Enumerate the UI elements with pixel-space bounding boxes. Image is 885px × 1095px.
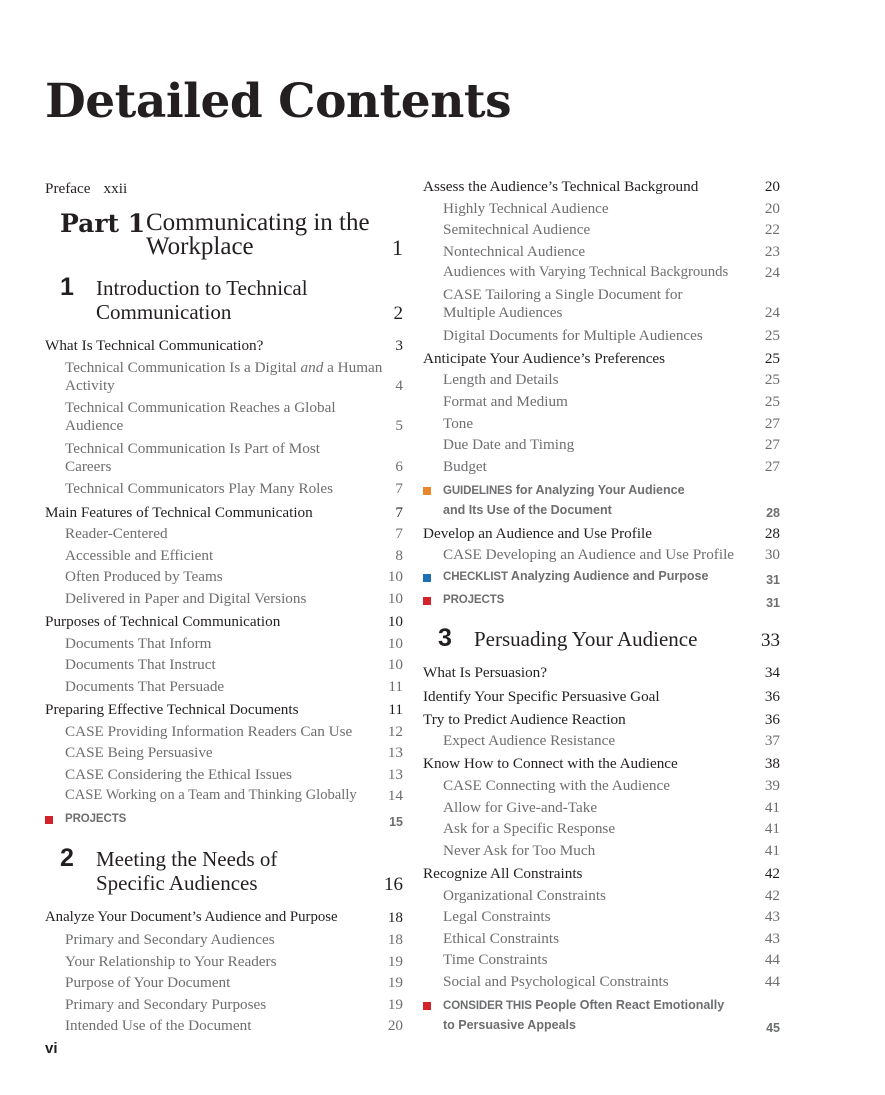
entry-page: 25 <box>764 326 780 344</box>
toc-subentry[interactable] <box>45 723 403 740</box>
entry-title: Recognize All Constraints <box>423 865 583 883</box>
entry-page: 43 <box>764 908 780 926</box>
entry-title: Format and Medium <box>443 392 568 410</box>
guidelines-title-line1: for Analyzing Your Audience <box>512 482 685 497</box>
entry-page: 22 <box>764 221 780 239</box>
toc-subentry[interactable] <box>423 436 780 453</box>
toc-subentry[interactable] <box>45 1017 403 1034</box>
entry-page: 25 <box>764 349 780 367</box>
entry-title: Main Features of Technical Communication <box>45 503 313 521</box>
chapter-title: Persuading Your Audience <box>474 627 698 652</box>
toc-subentry[interactable] <box>423 973 780 990</box>
toc-subentry[interactable] <box>423 243 780 260</box>
entry-title: Analyze Your Document’s Audience and Purpose <box>45 909 338 926</box>
entry-title: CASE Providing Information Readers Can Use <box>65 722 353 740</box>
entry-page: 27 <box>764 414 780 432</box>
preface-page: xxii <box>103 180 128 197</box>
entry-title: Often Produced by Teams <box>65 568 223 586</box>
entry-title: Develop an Audience and Use Profile <box>423 524 653 542</box>
entry-page: 19 <box>387 974 403 992</box>
entry-page: 30 <box>764 546 780 564</box>
chapter-number: 2 <box>60 844 74 873</box>
toc-subentry[interactable] <box>45 787 403 804</box>
entry-title: Primary and Secondary Audiences <box>65 931 275 949</box>
entry-title-part: Technical Communication Is a Digital <box>65 358 301 376</box>
entry-title: Your Relationship to Your Readers <box>65 952 277 970</box>
toc-subentry[interactable] <box>423 951 780 968</box>
entry-page: 37 <box>764 732 780 750</box>
toc-entry[interactable] <box>45 701 403 718</box>
entry-page: 12 <box>387 722 403 740</box>
entry-page: 45 <box>766 1021 780 1035</box>
entry-title: Intended Use of the Document <box>65 1017 252 1035</box>
entry-page: 14 <box>387 787 403 805</box>
entry-title: Documents That Inform <box>65 634 212 652</box>
toc-entry[interactable] <box>423 350 780 367</box>
entry-page: 10 <box>387 634 403 652</box>
part-heading <box>60 211 403 259</box>
contents-column-left <box>45 176 403 1034</box>
entry-title: Identify Your Specific Persuasive Goal <box>423 687 660 705</box>
entry-title: Semitechnical Audience <box>443 221 591 239</box>
entry-page: 38 <box>764 755 780 773</box>
projects-label: PROJECTS <box>443 594 505 607</box>
toc-subentry[interactable] <box>423 458 780 475</box>
toc-subentry[interactable] <box>423 732 780 749</box>
entry-title: CASE Being Persuasive <box>65 744 213 762</box>
entry-title: CASE Developing an Audience and Use Profile <box>443 546 735 564</box>
entry-title: Nontechnical Audience <box>443 242 586 260</box>
entry-page: 27 <box>764 436 780 454</box>
entry-page: 20 <box>764 178 780 195</box>
toc-entry[interactable] <box>45 909 403 926</box>
guidelines-title-line2: and Its Use of the Document <box>443 502 612 517</box>
entry-page: 39 <box>764 777 780 795</box>
entry-page: 4 <box>395 376 403 394</box>
part-number: Part 1 <box>60 209 146 238</box>
guidelines-text <box>443 481 760 520</box>
checklist-entry[interactable] <box>423 567 780 587</box>
entry-title-part: a Human Activity <box>65 358 383 394</box>
entry-page: 10 <box>387 568 403 586</box>
red-square-icon <box>45 816 53 824</box>
entry-title: Due Date and Timing <box>443 436 575 454</box>
entry-page: 31 <box>766 573 780 588</box>
toc-subentry[interactable] <box>45 996 403 1013</box>
entry-page: 20 <box>764 199 780 217</box>
entry-title: Organizational Constraints <box>443 886 606 904</box>
toc-entry[interactable] <box>45 504 403 521</box>
projects-entry[interactable] <box>45 810 403 829</box>
toc-entry[interactable] <box>423 178 780 195</box>
entry-title: Anticipate Your Audience’s Preferences <box>423 349 666 367</box>
entry-title: CASE Tailoring a Single Document for Multiple Audiences <box>443 285 683 321</box>
entry-page: 34 <box>764 664 780 682</box>
entry-page: 7 <box>395 480 403 498</box>
checklist-label: CHECKLIST <box>443 571 508 584</box>
entry-page: 8 <box>395 546 403 564</box>
entry-page: 28 <box>766 505 780 520</box>
entry-page: 41 <box>764 820 780 838</box>
entry-page: 43 <box>764 929 780 947</box>
consider-this-title-line1: People Often React Emotionally <box>531 998 725 1012</box>
entry-title: What Is Persuasion? <box>423 664 547 682</box>
toc-subentry[interactable] <box>45 399 403 435</box>
entry-title: CASE Working on a Team and Thinking Globally <box>65 787 357 804</box>
chapter-number: 1 <box>60 273 74 301</box>
entry-title: Expect Audience Resistance <box>443 732 616 750</box>
toc-subentry[interactable] <box>45 440 403 476</box>
entry-title: Technical Communicators Play Many Roles <box>65 480 334 498</box>
guidelines-label: GUIDELINES <box>443 484 513 497</box>
entry-page: 15 <box>389 815 403 830</box>
checklist-title: Analyzing Audience and Purpose <box>507 569 709 584</box>
entry-page: 41 <box>764 798 780 816</box>
entry-title: Legal Constraints <box>443 908 551 926</box>
entry-title: Tone <box>443 414 474 432</box>
toc-subentry[interactable] <box>423 777 780 794</box>
toc-entry[interactable] <box>423 755 780 772</box>
guidelines-entry[interactable] <box>423 481 780 520</box>
toc-subentry[interactable] <box>423 908 780 925</box>
projects-entry[interactable] <box>423 591 780 610</box>
entry-title: Digital Documents for Multiple Audiences <box>443 326 703 344</box>
chapter-heading[interactable] <box>60 844 403 896</box>
entry-page: 13 <box>387 765 403 783</box>
toc-subentry[interactable] <box>45 953 403 970</box>
entry-title <box>65 359 389 395</box>
toc-subentry[interactable] <box>45 480 403 497</box>
chapter-page: 2 <box>393 303 403 324</box>
entry-page: 24 <box>764 264 780 282</box>
entry-title: CASE Considering the Ethical Issues <box>65 765 292 783</box>
entry-page: 6 <box>395 457 403 475</box>
toc-entry[interactable] <box>423 664 780 681</box>
checklist-text <box>443 567 760 587</box>
entry-title: Delivered in Paper and Digital Versions <box>65 589 307 607</box>
toc-subentry[interactable] <box>423 264 780 281</box>
entry-page: 44 <box>764 973 780 990</box>
chapter-heading[interactable] <box>60 273 403 324</box>
entry-page: 10 <box>387 613 403 631</box>
entry-page: 25 <box>764 392 780 410</box>
projects-label: PROJECTS <box>65 813 127 826</box>
toc-subentry[interactable] <box>423 887 780 904</box>
entry-page: 18 <box>387 931 403 949</box>
entry-title: Never Ask for Too Much <box>443 841 596 859</box>
toc-subentry[interactable] <box>423 286 780 322</box>
entry-title: Length and Details <box>443 371 559 389</box>
entry-title: Reader-Centered <box>65 525 168 543</box>
entry-title: Preparing Effective Technical Documents <box>45 701 299 719</box>
entry-title: Highly Technical Audience <box>443 199 609 217</box>
toc-subentry[interactable] <box>423 799 780 816</box>
entry-title: Technical Communication Is Part of Most Careers <box>65 439 320 475</box>
part-page: 1 <box>392 235 403 260</box>
entry-title-italic: and <box>300 358 324 376</box>
entry-title: Technical Communication Reaches a Global Audience <box>65 399 336 435</box>
entry-page: 27 <box>764 457 780 475</box>
chapter-title: Introduction to Technical Communication <box>96 276 308 324</box>
entry-title: Primary and Secondary Purposes <box>65 995 267 1013</box>
contents-column-right <box>423 176 780 1035</box>
toc-subentry[interactable] <box>45 744 403 761</box>
entry-title: Purposes of Technical Communication <box>45 613 281 631</box>
entry-page: 42 <box>764 865 780 883</box>
toc-entry[interactable] <box>423 688 780 705</box>
entry-title: CASE Connecting with the Audience <box>443 777 670 795</box>
entry-title: Know How to Connect with the Audience <box>423 755 678 773</box>
entry-page: 44 <box>764 951 780 969</box>
toc-subentry[interactable] <box>423 820 780 837</box>
entry-page: 10 <box>387 589 403 607</box>
entry-page: 23 <box>764 242 780 260</box>
entry-page: 31 <box>766 596 780 611</box>
toc-subentry[interactable] <box>45 678 403 695</box>
chapter-page: 16 <box>384 874 403 896</box>
chapter-title: Meeting the Needs of Specific Audiences <box>96 847 278 896</box>
entry-page: 3 <box>395 337 403 354</box>
toc-subentry[interactable] <box>45 359 403 395</box>
toc-subentry[interactable] <box>45 974 403 991</box>
toc-subentry[interactable] <box>45 568 403 585</box>
orange-square-icon <box>423 487 431 495</box>
entry-page: 11 <box>388 701 403 719</box>
toc-subentry[interactable] <box>45 590 403 607</box>
entry-title: Documents That Persuade <box>65 677 225 695</box>
preface-label: Preface <box>45 180 91 197</box>
chapter-heading[interactable] <box>438 624 780 653</box>
toc-subentry[interactable] <box>423 221 780 238</box>
entry-page: 7 <box>395 525 403 543</box>
toc-entry[interactable] <box>423 711 780 728</box>
entry-title: Ask for a Specific Response <box>443 820 616 838</box>
consider-this-title-line2: to Persuasive Appeals <box>443 1018 576 1032</box>
toc-entry[interactable] <box>423 865 780 882</box>
entry-page: 18 <box>387 909 403 927</box>
toc-subentry[interactable] <box>45 547 403 564</box>
red-square-icon <box>423 597 431 605</box>
entry-page: 13 <box>387 744 403 762</box>
entry-page: 41 <box>764 841 780 859</box>
consider-this-entry[interactable] <box>423 996 780 1035</box>
page-title: Detailed Contents <box>45 74 512 129</box>
entry-page: 36 <box>764 687 780 705</box>
toc-subentry[interactable] <box>423 842 780 859</box>
entry-title: Audiences with Varying Technical Backgrounds <box>443 264 729 281</box>
chapter-page: 33 <box>761 630 780 652</box>
blue-square-icon <box>423 574 431 582</box>
entry-title: Allow for Give-and-Take <box>443 798 598 816</box>
toc-subentry[interactable] <box>423 415 780 432</box>
entry-title: Ethical Constraints <box>443 929 559 947</box>
entry-title: Accessible and Efficient <box>65 546 214 564</box>
toc-subentry[interactable] <box>423 200 780 217</box>
page-folio: vi <box>45 1040 58 1057</box>
entry-page: 10 <box>387 656 403 674</box>
chapter-number: 3 <box>438 624 452 653</box>
toc-subentry[interactable] <box>45 525 403 542</box>
toc-subentry[interactable] <box>423 546 780 563</box>
toc-subentry[interactable] <box>45 931 403 948</box>
toc-subentry[interactable] <box>45 766 403 783</box>
entry-page: 42 <box>764 886 780 904</box>
entry-page: 11 <box>388 677 403 695</box>
entry-title: Social and Psychological Constraints <box>443 973 669 990</box>
toc-subentry[interactable] <box>423 371 780 388</box>
toc-entry[interactable] <box>423 525 780 542</box>
entry-page: 36 <box>764 710 780 728</box>
toc-entry[interactable] <box>45 613 403 630</box>
entry-title: Purpose of Your Document <box>65 974 231 992</box>
toc-entry[interactable] <box>45 337 403 354</box>
toc-subentry[interactable] <box>45 656 403 673</box>
toc-subentry[interactable] <box>423 393 780 410</box>
part-title: Communicating in the Workplace <box>146 209 370 260</box>
consider-this-label: CONSIDER THIS <box>443 1000 532 1012</box>
preface-entry[interactable] <box>45 180 403 198</box>
entry-page: 7 <box>395 503 403 521</box>
entry-page: 28 <box>764 524 780 542</box>
entry-page: 19 <box>387 995 403 1013</box>
entry-page: 25 <box>764 371 780 389</box>
entry-title: What Is Technical Communication? <box>45 337 264 354</box>
entry-title: Budget <box>443 457 487 475</box>
toc-subentry[interactable] <box>423 327 780 344</box>
entry-page: 24 <box>764 303 780 321</box>
entry-title: Documents That Instruct <box>65 656 216 674</box>
entry-title: Try to Predict Audience Reaction <box>423 710 626 728</box>
toc-subentry[interactable] <box>423 930 780 947</box>
entry-page: 5 <box>395 417 403 435</box>
red-square-icon <box>423 1002 431 1010</box>
entry-page: 19 <box>387 952 403 970</box>
toc-subentry[interactable] <box>45 635 403 652</box>
entry-title: Assess the Audience’s Technical Background <box>423 178 699 195</box>
consider-this-text <box>443 996 760 1035</box>
entry-page: 20 <box>387 1017 403 1035</box>
entry-title: Time Constraints <box>443 951 548 969</box>
